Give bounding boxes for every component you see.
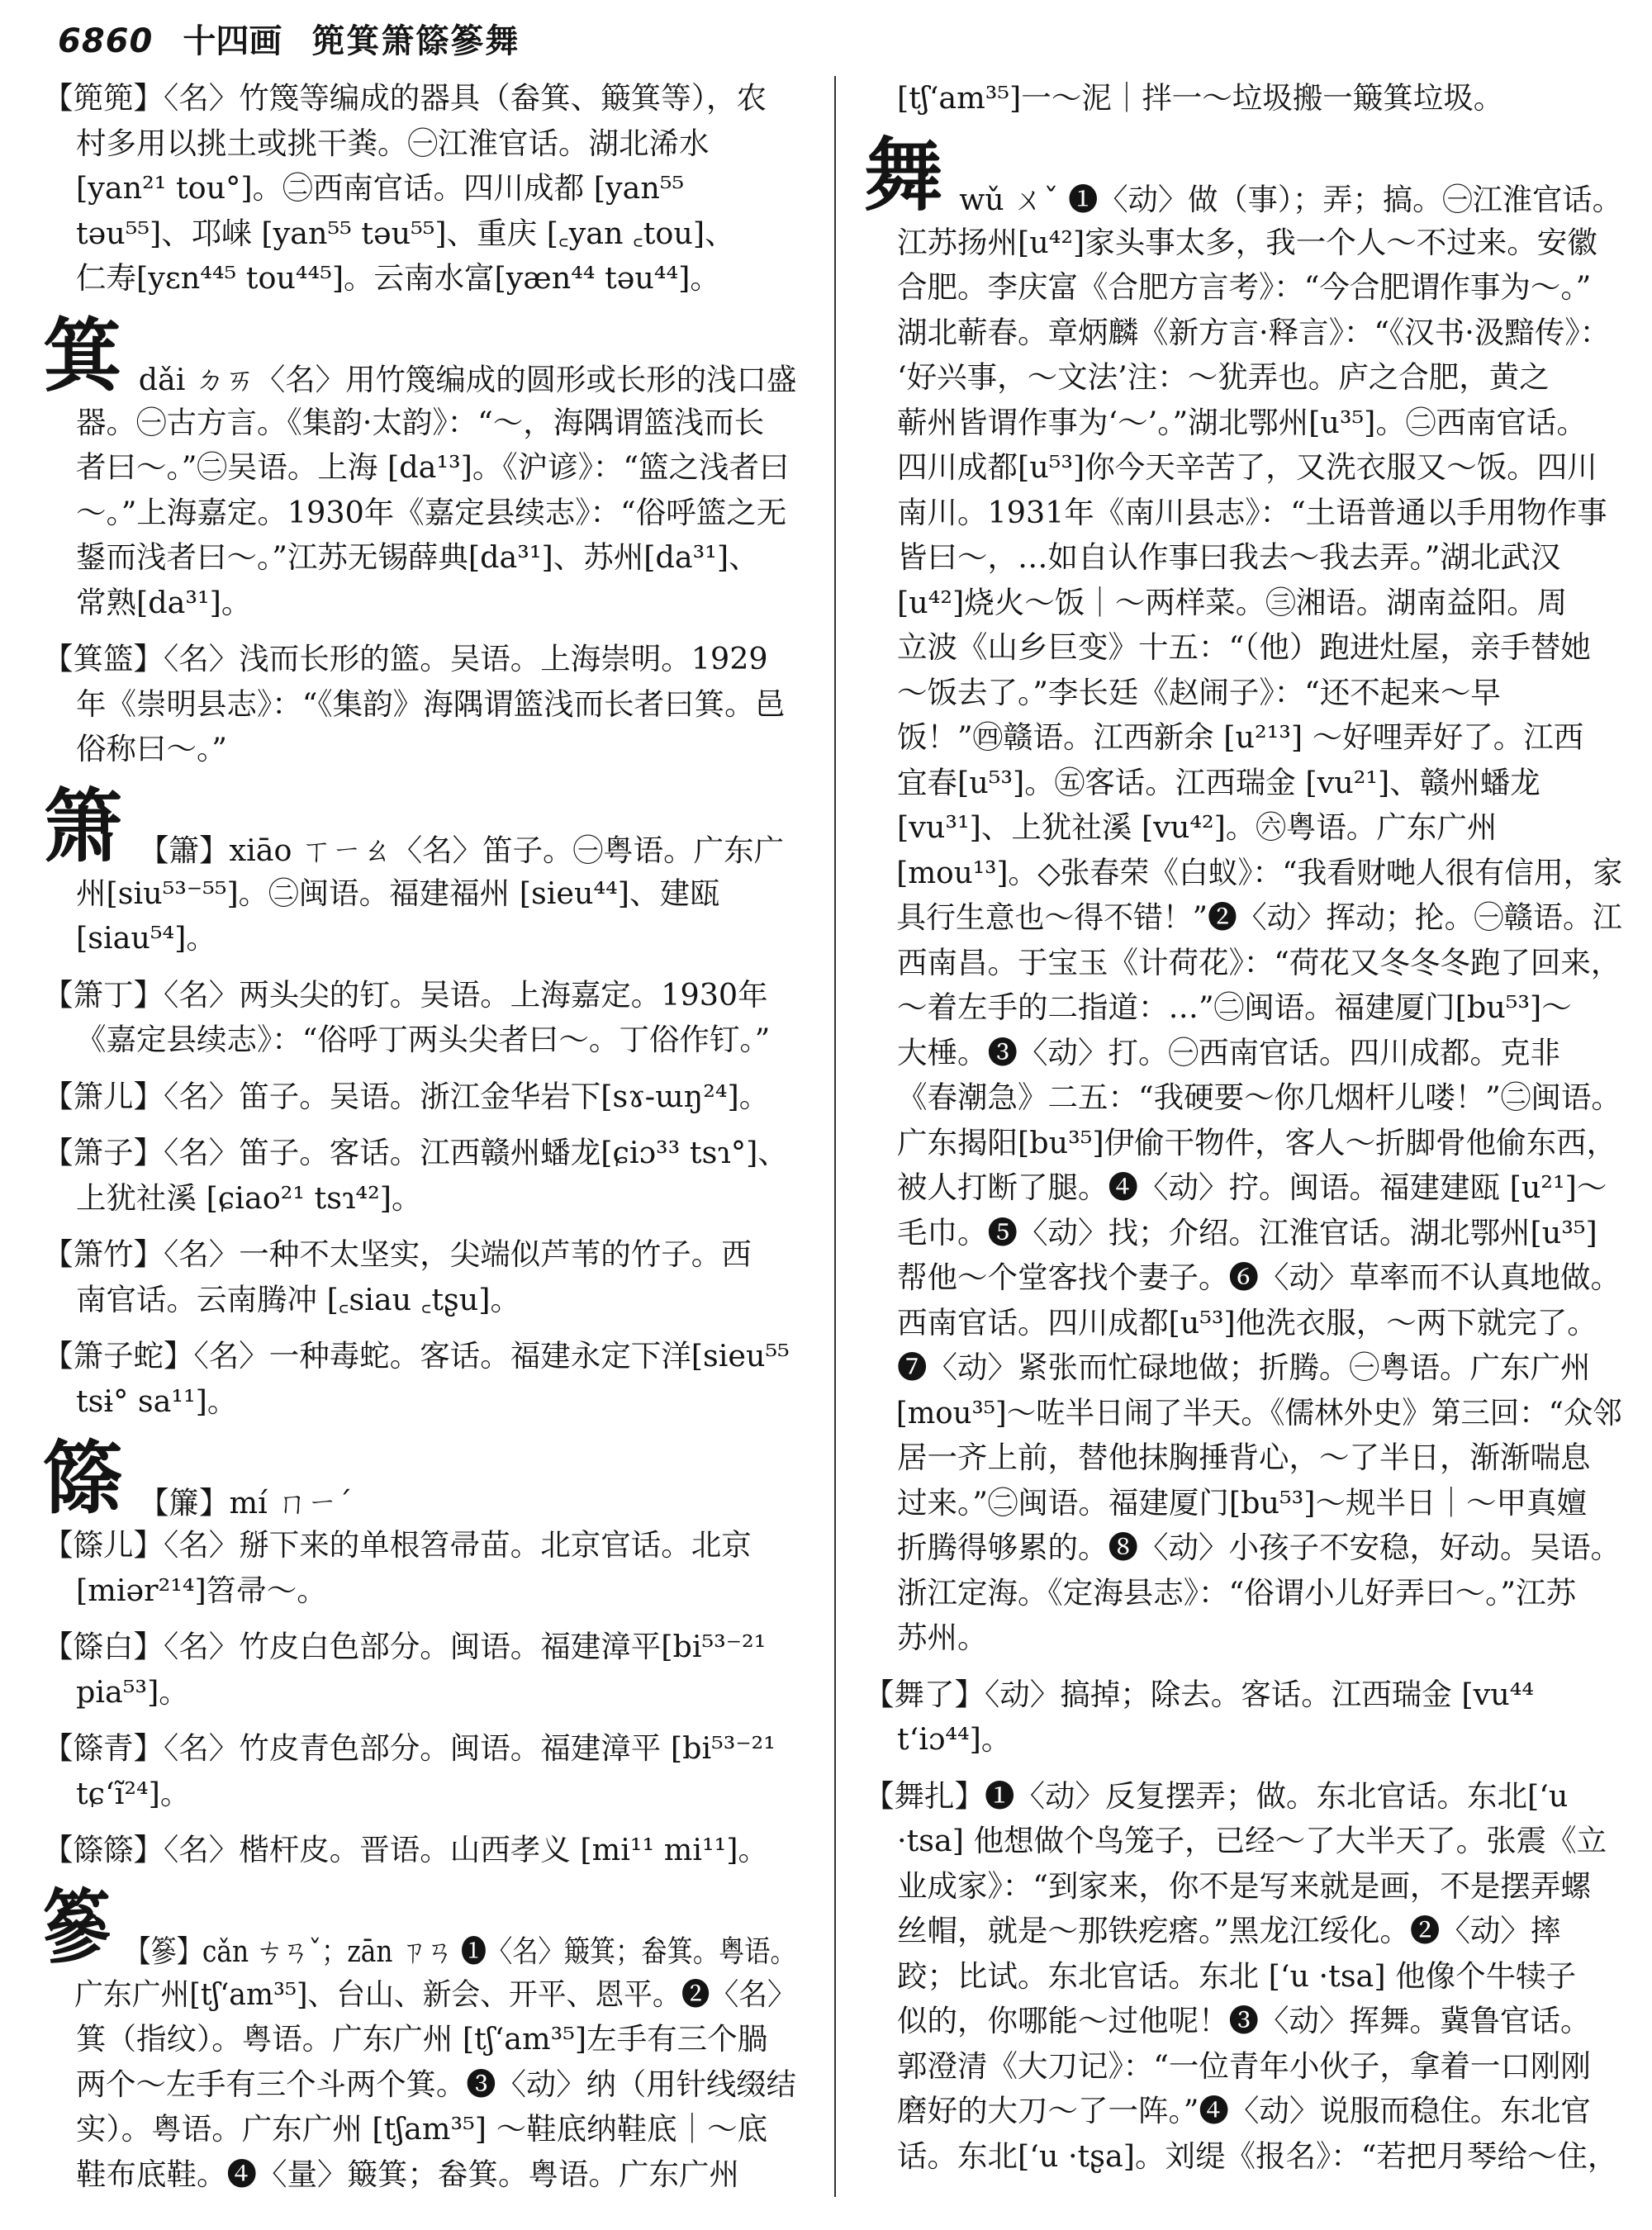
text-line: 实）。粤语。广东广州 [tʃam³⁵] ～鞋底纳鞋底｜～底 [76, 2111, 768, 2147]
text-line: 居一齐上前，替他抹胸捶背心，～了半日，渐渐喘息 [897, 1440, 1591, 1475]
head-entry [43, 1429, 796, 1525]
text-line: 常熟[da³¹]。 [76, 584, 252, 620]
text-line: 似的，你哪能～过他呢！❸〈动〉挥舞。冀鲁官话。 [897, 2003, 1591, 2038]
text-line: pia⁵³]。 [76, 1673, 189, 1710]
text-line: ‘好兴事，～文法’注：～犹弄也。庐之合肥，黄之 [897, 359, 1550, 395]
text-line: 四川成都[u⁵³]你今天辛苦了，又洗衣服又～饭。四川 [897, 449, 1597, 485]
text-line: 州[siu⁵³⁻⁵⁵]。㊁闽语。福建福州 [sieu⁴⁴]、建瓯 [76, 875, 720, 911]
text-line: 俗称曰～。” [76, 731, 227, 766]
text-line: 南川。1931年《南川县志》：“土语普通以手用物作事 [897, 494, 1607, 530]
text-line: 器。㊀古方言。《集韵·太韵》：“～，海隅谓篮浅而长 [76, 404, 765, 440]
text-line: 【箕篮】〈名〉浅而长形的篮。吴语。上海崇明。1929 [43, 641, 768, 676]
text-line: 两个～左手有三个斗两个箕。❸〈动〉纳（用针线缀结 [75, 2066, 796, 2102]
page-number: 6860 [58, 22, 154, 60]
page-header [58, 15, 520, 64]
head-definition: 【篸】cǎn ㄘㄢˇ；zān ㄗㄢ ❶〈名〉簸箕；畚箕。粤语。 [125, 1933, 796, 1969]
text-line: tsɨ° sa¹¹]。 [76, 1383, 238, 1419]
text-line: [u⁴²]烧火～饭｜～两样菜。㊂湘语。湖南益阳。周 [897, 584, 1568, 620]
text-line: 西南官话。四川成都[u⁵³]他洗衣服，～两下就完了。 [897, 1304, 1597, 1340]
text-line: ～着左手的二指道：…”㊁闽语。福建厦门[bu⁵³]～ [897, 989, 1572, 1025]
text-line: 箕（指纹）。粤语。广东广州 [tʃʻam³⁵]左手有三个腡 [76, 2021, 768, 2057]
text-line: 【箫儿】〈名〉笛子。吴语。浙江金华岩下[sɤ-ɯŋ²⁴]。 [43, 1078, 770, 1114]
text-line: 郭澄清《大刀记》：“一位青年小伙子，拿着一口刚刚 [897, 2047, 1591, 2084]
text-line: 【舞了】〈动〉搞掉；除去。客话。江西瑞金 [vu⁴⁴ [864, 1676, 1534, 1712]
text-line: 《嘉定县续志》：“俗呼丁两头尖者曰～。丁俗作钉。” [76, 1022, 771, 1057]
text-line: 折腾得够累的。❽〈动〉小孩子不安稳，好动。吴语。 [897, 1530, 1621, 1565]
column-divider [834, 76, 836, 2197]
text-line: 苏州。 [897, 1620, 988, 1655]
text-line: [vu³¹]、上犹社溪 [vu⁴²]。㊅粤语。广东广州 [897, 809, 1498, 845]
text-line: ～饭去了。”李长廷《赵闹子》：“还不起来～早 [897, 674, 1501, 710]
right-column [864, 76, 1622, 2212]
text-line: 丝帽，就是～那铁疙瘩。”黑龙江绥化。❷〈动〉摔 [897, 1913, 1561, 1948]
text-line: 【篨青】〈名〉竹皮青色部分。闽语。福建漳平 [bi⁵³⁻²¹ [43, 1730, 776, 1766]
text-line: [miər²¹⁴]笤帚～。 [76, 1572, 327, 1608]
text-line: 【箫丁】〈名〉两头尖的钉。吴语。上海嘉定。1930年 [43, 976, 768, 1013]
text-line: 《春潮急》二五：“我硬要～你几烟杆儿喽！”㊁闽语。 [897, 1079, 1621, 1115]
head-characters: 篼箕箫篨篸舞 [311, 21, 520, 60]
left-column [43, 76, 796, 2212]
text-line: tʻiɔ⁴⁴]。 [897, 1721, 1012, 1757]
text-line: 【篨儿】〈名〉掰下来的单根笤帚苗。北京官话。北京 [43, 1527, 752, 1563]
text-line: 毛巾。❺〈动〉找；介绍。江淮官话。湖北鄂州[u³⁵] [897, 1214, 1597, 1250]
text-line: [yan²¹ tou°]。㊁西南官话。四川成都 [yan⁵⁵ [76, 170, 685, 206]
text-line: 饭！”㊃赣语。江西新余 [u²¹³] ～好哩弄好了。江西 [897, 719, 1584, 755]
text-line: 话。东北[ʻu ·tʂa]。刘缇《报名》：“若把月琴给～住， [897, 2137, 1618, 2174]
text-line: 湖北蕲春。章炳麟《新方言·释言》：“《汉书·汲黯传》： [897, 314, 1611, 350]
text-line: 磨好的大刀～了一阵。”❹〈动〉说服而稳住。东北官 [897, 2093, 1591, 2128]
text-line: 业成家》：“到家来，你不是写来就是画，不是摆弄螺 [897, 1867, 1591, 1904]
text-line: 者曰～。”㊁吴语。上海 [da¹³]。《沪谚》：“篮之浅者曰 [76, 449, 790, 485]
text-line: 广东广州[tʃʻam³⁵]、台山、新会、开平、恩平。❷〈名〉 [74, 1976, 796, 2012]
text-line: 【篼篼】〈名〉竹篾等编成的器具（畚箕、簸箕等），农 [43, 80, 767, 116]
head-definition: wǔ ㄨˇ ❶〈动〉做（事）；弄；搞。㊀江淮官话。 [959, 182, 1622, 217]
text-line: [tʃʻam³⁵]一～泥｜拌一～垃圾搬一簸箕垃圾。 [897, 80, 1504, 116]
text-line: 浙江定海。《定海县志》：“俗谓小儿好弄曰～。”江苏 [897, 1574, 1577, 1611]
text-line: 广东揭阳[bu³⁵]伊偷干物件，客人～折脚骨他偷东西， [897, 1124, 1617, 1160]
text-line: 江苏扬州[u⁴²]家头事太多，我一个人～不过来。安徽 [897, 224, 1597, 260]
text-line: ❼〈动〉紧张而忙碌地做；折腾。㊀粤语。广东广州 [897, 1350, 1591, 1385]
head-definition: 【簾】mí ㄇㄧˊ [139, 1484, 353, 1521]
head-character: 篸 [43, 1880, 112, 1974]
text-line: 【箫子蛇】〈名〉一种毒蛇。客话。福建永定下洋[sieu⁵⁵ [43, 1338, 790, 1374]
head-character: 篨 [43, 1431, 122, 1525]
head-character: 舞 [864, 128, 943, 222]
text-line: ～。”上海嘉定。1930年《嘉定县续志》：“俗呼篮之无 [76, 494, 787, 530]
stroke-count: 十四画 [183, 21, 282, 60]
text-line: 南官话。云南腾冲 [꜀siau ꜀tʂu]。 [76, 1281, 521, 1317]
text-line: 具行生意也～得不错！”❷〈动〉挥动；抡。㊀赣语。江 [896, 899, 1622, 935]
text-line: təu⁵⁵]、邛崃 [yan⁵⁵ təu⁵⁵]、重庆 [꜀yan ꜀tou]、 [76, 215, 735, 251]
text-line: [mou¹³]。◇张春荣《白蚁》：“我看财哋人很有信用，家 [896, 854, 1622, 890]
text-line: [mou³⁵]～咗半日闹了半天。《儒林外史》第三回：“众邻 [895, 1394, 1622, 1431]
text-line: 被人打断了腿。❹〈动〉拧。闽语。福建建瓯 [u²¹]～ [897, 1170, 1607, 1205]
head-entry [43, 777, 796, 873]
text-line: 【箫子】〈名〉笛子。客话。江西赣州蟠龙[ɕiɔ³³ tsɿ°]、 [43, 1135, 788, 1170]
text-line: 上犹社溪 [ɕiao²¹ tsɿ⁴²]。 [76, 1179, 422, 1216]
text-line: 鋬而浅者曰～。”江苏无锡薛典[da³¹]、苏州[da³¹]、 [76, 539, 759, 575]
text-line: ·tsa] 他想做个鸟笼子，已经～了大半天了。张震《立 [897, 1823, 1607, 1858]
text-line: 立波《山乡巨变》十五：“（他）跑进灶屋，亲手替她 [897, 629, 1591, 665]
text-line: 仁寿[yɛn⁴⁴⁵ tou⁴⁴⁵]。云南水富[yæn⁴⁴ təu⁴⁴]。 [76, 260, 720, 296]
text-line: 西南昌。于宝玉《计荷花》：“荷花又冬冬冬跑了回来， [897, 944, 1621, 980]
text-line: 合肥。李庆富《合肥方言考》：“今合肥谓作事为～。” [897, 269, 1592, 305]
text-line: [siau⁵⁴]。 [76, 920, 216, 956]
text-line: 鞋布底鞋。❹〈量〉簸箕；畚箕。粤语。广东广州 [76, 2156, 739, 2192]
text-line: 【舞扎】❶〈动〉反复摆弄；做。东北官话。东北[ʻu [864, 1777, 1569, 1814]
text-line: 宜春[u⁵³]。㊄客话。江西瑞金 [vu²¹]、赣州蟠龙 [897, 764, 1540, 800]
text-line: 过来。”㊁闽语。福建厦门[bu⁵³]～规半日｜～甲真嬗 [897, 1484, 1588, 1521]
head-definition: 【簫】xiāo ㄒㄧㄠ〈名〉笛子。㊀粤语。广东广 [139, 833, 785, 868]
head-definition: dǎi ㄉㄞ〈名〉用竹篾编成的圆形或长形的浅口盛 [138, 362, 796, 397]
text-line: 年《崇明县志》：“《集韵》海隅谓篮浅而长者曰箕。邑 [76, 686, 786, 722]
text-line: 帮他～个堂客找个妻子。❻〈动〉草率而不认真地做。 [897, 1260, 1621, 1295]
head-character: 箕 [43, 308, 122, 402]
head-entry [43, 306, 796, 402]
text-line: 大棰。❸〈动〉打。㊀西南官话。四川成都。克非 [897, 1034, 1560, 1070]
text-line: 【篨白】〈名〉竹皮白色部分。闽语。福建漳平[bi⁵³⁻²¹ [43, 1629, 767, 1664]
head-character: 箫 [43, 779, 122, 873]
text-line: 【篨篨】〈名〉楷杆皮。晋语。山西孝义 [mi¹¹ mi¹¹]。 [43, 1832, 769, 1867]
head-entry [864, 126, 1622, 222]
text-line: 蕲州皆谓作事为‘～’。”湖北鄂州[u³⁵]。㊁西南官话。 [897, 404, 1587, 440]
text-line: tɕʻĩ²⁴]。 [76, 1775, 191, 1811]
text-line: 【箫竹】〈名〉一种不太坚实，尖端似芦苇的竹子。西 [43, 1236, 752, 1272]
text-line: 皆曰～，…如自认作事曰我去～我去弄。”湖北武汉 [897, 539, 1561, 575]
text-line: 村多用以挑土或挑干粪。㊀江淮官话。湖北浠水 [76, 125, 710, 161]
head-entry [43, 1878, 796, 1974]
text-line: 跤；比试。东北官话。东北 [ʻu ·tsa] 他像个牛犊子 [897, 1957, 1577, 1994]
